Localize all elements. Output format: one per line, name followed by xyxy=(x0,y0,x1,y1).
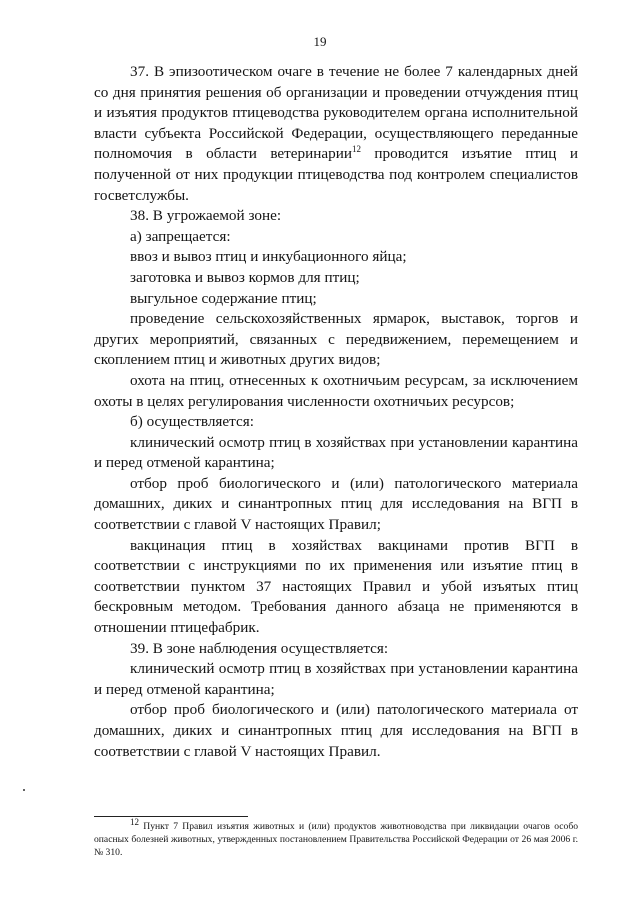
list-item-sampling-observation: отбор проб биологического и (или) патологического материала от домашних, диких и синантропных птиц для исследования на ВГП в соответствии с главой V настоящих Правил. xyxy=(94,701,578,760)
footnote-separator xyxy=(94,816,248,817)
page-number: 19 xyxy=(313,34,327,49)
list-item-sampling: отбор проб биологического и (или) патологического материала домашних, диких и синантропных птиц для исследования на ВГП в соответствии с главой V настоящих Правил; xyxy=(94,474,578,534)
document-body xyxy=(94,62,578,762)
list-item-vaccination: вакцинация птиц в хозяйствах вакцинами против ВГП в соответствии с инструкциями по их применения или изъятие птиц в соответствии пунктом 37 настоящих Правил и убой изъятых птиц бескровным методом. Требования данного абзаца не применяются в отношении птицефабрик. xyxy=(94,536,578,637)
paragraph-37 xyxy=(94,62,578,206)
list-item-inspection: клинический осмотр птиц в хозяйствах при установлении карантина и перед отменой карантина; xyxy=(94,433,578,472)
footnote-mark: 12 xyxy=(130,816,139,827)
list-item-inspection-observation: клинический осмотр птиц в хозяйствах при установлении карантина и перед отменой карантина; xyxy=(94,660,578,698)
paragraph-37-text: 37. В эпизоотическом очаге в течение не более 7 календарных дней со дня принятия решения об организации и проведении отчуждения птиц и изъятия продуктов птицеводства руководителем органа исполнительной власти субъекта Российской Федерации, осуществляющего переданные полномочия в области ветеринарии xyxy=(94,63,578,163)
scan-speck xyxy=(23,789,25,791)
list-item-free-range: выгульное содержание птиц; xyxy=(130,289,317,307)
paragraph-38a-heading: а) запрещается: xyxy=(130,227,231,245)
paragraph-39-heading: 39. В зоне наблюдения осуществляется: xyxy=(130,639,389,657)
paragraph-37-tail: проводится изъятие птиц и полученной от них продукции птицеводства под контролем специалистов госветслужбы. xyxy=(94,145,578,204)
list-item-fairs: проведение сельскохозяйственных ярмарок, выставок, торгов и других мероприятий, связанных с передвижением, перемещением и скоплением птиц и животных других видов; xyxy=(94,310,578,369)
footnote-ref-12[interactable]: 12 xyxy=(351,144,361,155)
footnote-text: Пункт 7 Правил изъятия животных и (или) продуктов животноводства при ликвидации очагов особо опасных болезней животных, утвержденных постановлением Правительства Российской Федерации от 26 мая 2006 г. № 310. xyxy=(94,821,578,858)
paragraph-38b-heading: б) осуществляется: xyxy=(130,413,254,431)
list-item-feed: заготовка и вывоз кормов для птиц; xyxy=(130,268,360,286)
list-item-import-export: ввоз и вывоз птиц и инкубационного яйца; xyxy=(130,248,407,266)
list-item-hunting: охота на птиц, отнесенных к охотничьим ресурсам, за исключением охоты в целях регулирования численности охотничьих ресурсов; xyxy=(94,371,578,410)
footnote-12 xyxy=(94,816,578,859)
paragraph-38-heading: 38. В угрожаемой зоне: xyxy=(130,207,282,225)
